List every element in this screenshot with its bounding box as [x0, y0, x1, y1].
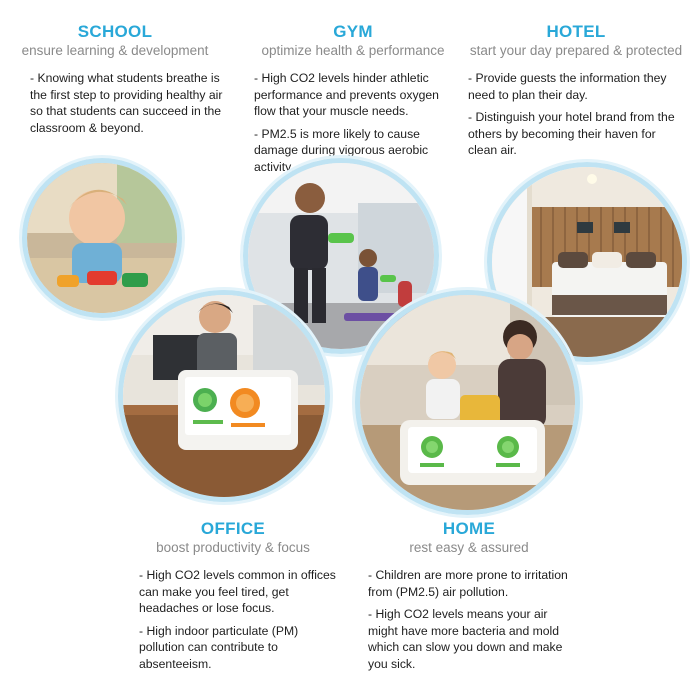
- home-title: HOME: [442, 519, 496, 538]
- office-section: [128, 519, 338, 678]
- home-bullet-2: - High CO2 levels means your air might have more bacteria and mold which can slow you down and make you sick.: [368, 607, 563, 671]
- office-bullet-1: - High CO2 levels common in offices can make you feel tired, get headaches or lose focus.: [139, 568, 336, 615]
- gym-subtitle: optimize health & performance: [261, 43, 445, 58]
- gym-bullet-1: - High CO2 levels hinder athletic performance and prevents oxygen flow that your muscle needs.: [254, 71, 439, 118]
- gym-title: GYM: [333, 22, 373, 41]
- school-title: SCHOOL: [77, 22, 153, 41]
- home-section: [363, 519, 575, 678]
- office-bullet-2: - High indoor particulate (PM) pollution can contribute to absenteeism.: [139, 623, 299, 671]
- hotel-section: [466, 22, 686, 165]
- home-bullet-1: - Children are more prone to irritation from (PM2.5) air pollution.: [368, 568, 568, 599]
- school-subtitle: ensure learning & development: [21, 43, 209, 58]
- office-subtitle: boost productivity & focus: [156, 540, 310, 555]
- hotel-bullet-1: - Provide guests the information they need to plan their day.: [468, 71, 667, 102]
- home-subtitle: rest easy & assured: [409, 540, 529, 555]
- office-title: OFFICE: [200, 519, 266, 538]
- school-bullet-1: - Knowing what students breathe is the first step to providing healthy air so that students can succeed in the classroom & beyond.: [30, 71, 223, 135]
- school-section: [10, 22, 223, 142]
- gym-bullet-2: - PM2.5 is more likely to cause damage during vigorous aerobic activity.: [254, 126, 429, 174]
- office-photo: [118, 290, 330, 502]
- hotel-subtitle: start your day prepared & protected: [469, 43, 683, 58]
- school-photo: [22, 158, 182, 318]
- hotel-title: HOTEL: [546, 22, 606, 41]
- home-photo: [355, 290, 580, 515]
- gym-section: [248, 22, 458, 181]
- hotel-bullet-2: - Distinguish your hotel brand from the others by becoming their haven for clean air.: [468, 110, 675, 157]
